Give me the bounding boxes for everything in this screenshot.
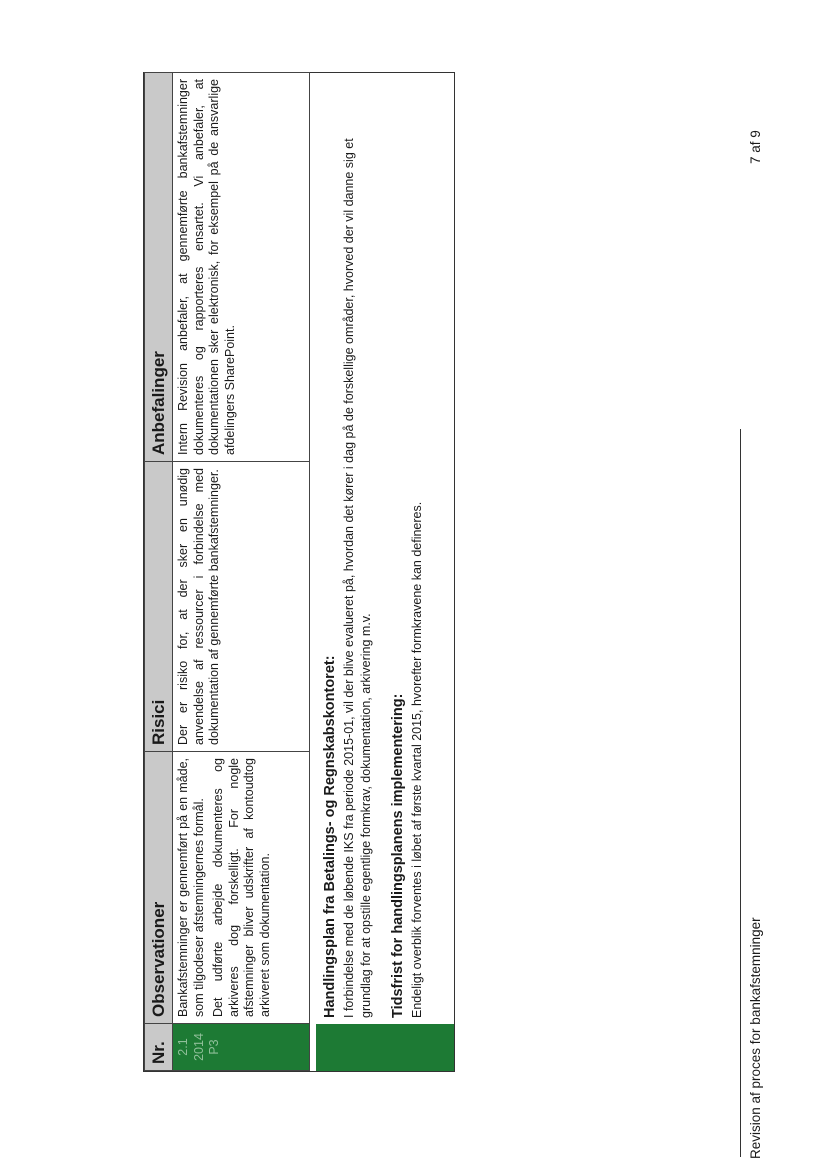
observation-box <box>143 72 455 1072</box>
row-nr-line: 2014 <box>191 1033 206 1061</box>
risks-cell: Der er risiko for, at der sker en unødig anvendelse af ressourcer i forbindelse med dokumentation af gennemførte bankafstemninger. <box>173 462 310 752</box>
action-plan-heading: Handlingsplan fra Betalings- og Regnskabskontoret: <box>322 655 338 1018</box>
action-plan-section <box>321 88 426 1018</box>
footer-divider <box>740 429 741 1157</box>
page-number: 7 af 9 <box>748 130 763 164</box>
row-nr <box>173 1024 310 1071</box>
deadline-text: Endeligt overblik forventes i løbet af første kvartal 2015, hvorefter formkravene kan defineres. <box>410 501 424 1018</box>
observation-paragraph: Det udførte arbejde dokumenteres og arkiveres dog forskelligt. For nogle afstemninger bliver udskrifter af kontoudtog arkiveret som dokumentation. <box>211 758 272 1017</box>
row-nr-line: P3 <box>207 1039 221 1055</box>
recommendations-cell: Intern Revision anbefaler, at gennemførte bankafstemninger dokumenteres og rapporteres ensartet. Vi anbefaler, at dokumentationen sker elektronisk, for eksempel på de ansvarlige afdelingers SharePoint. <box>173 73 310 462</box>
table-header-row <box>145 73 173 1071</box>
observations-cell <box>173 752 310 1024</box>
observation-paragraph: Bankafstemninger er gennemført på en måde, som tilgodeser afstemningernes formål. <box>176 758 206 1017</box>
header-nr: Nr. <box>145 1024 173 1071</box>
deadline-heading: Tidsfrist for handlingsplanens implementering: <box>390 693 406 1018</box>
observation-table <box>144 72 310 1071</box>
header-observations: Observationer <box>145 752 173 1024</box>
header-recommendations: Anbefalinger <box>145 73 173 462</box>
header-risks: Risici <box>145 462 173 752</box>
table-row <box>173 73 310 1071</box>
footer-title: Revision af proces for bankafstemninger <box>748 917 763 1159</box>
action-plan-text: I forbindelse med de løbende IKS fra periode 2015-01, vil der blive evalueret på, hvordan det kører i dag på de forskellige områder, hvorved der vil danne sig et grundlag for at opstille egentlige formkrav, dokumentation, arkivering m.v. <box>342 138 373 1018</box>
row-nr-line: 2.1 <box>176 1038 190 1056</box>
nr-column-strip <box>316 1024 454 1071</box>
